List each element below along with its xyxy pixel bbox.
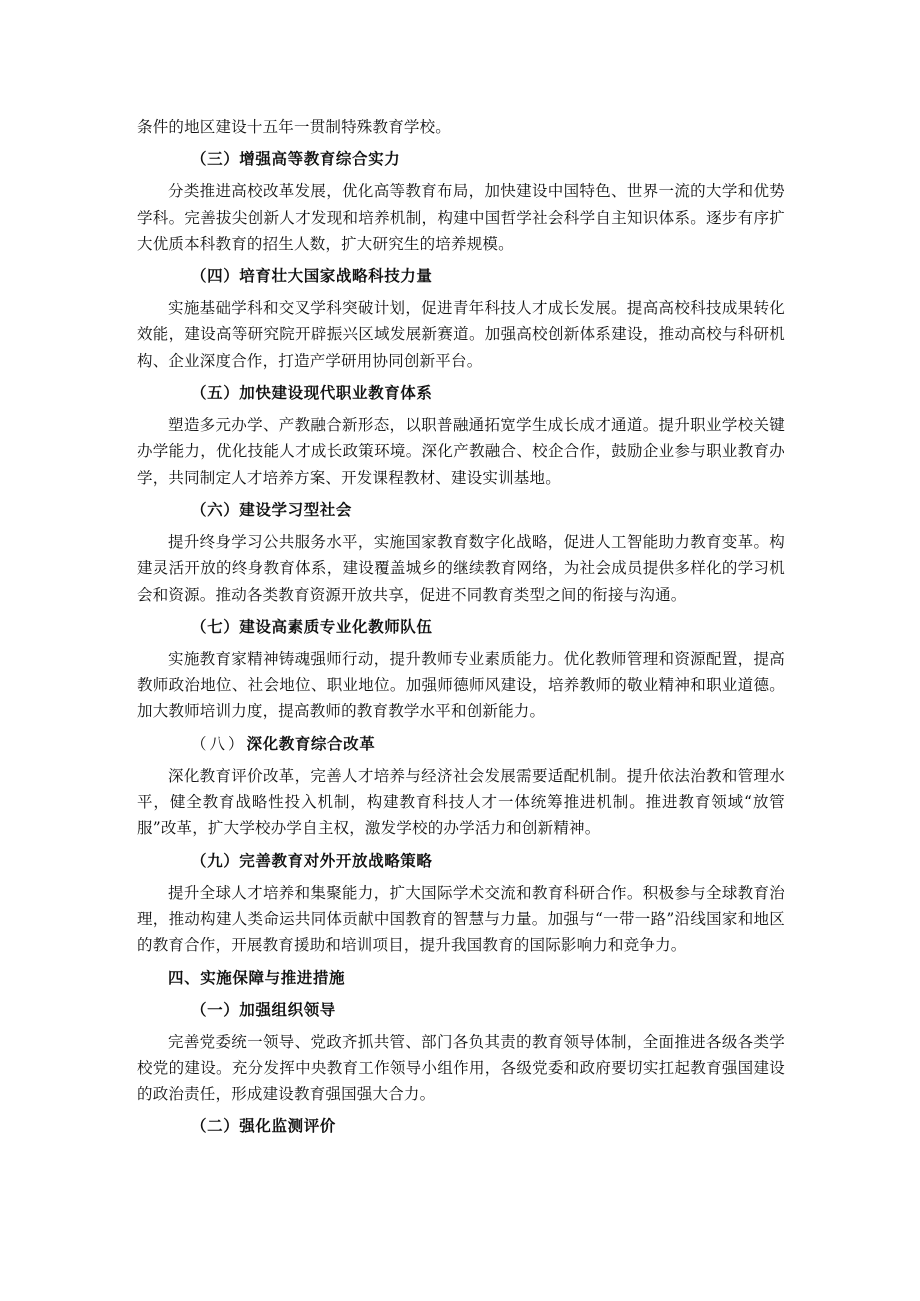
section-body-4: 实施基础学科和交叉学科突破计划，促进青年科技人才成长发展。提高高校科技成果转化效能，建设高等研究院开辟振兴区域发展新赛道。加强高校创新体系建设，推动高校与科研机构、企业深度合作，打造产学研用协同创新平台。 bbox=[137, 299, 785, 370]
section-body-9: 提升全球人才培养和集聚能力，扩大国际学术交流和教育科研合作。积极参与全球教育治理，推动构建人类命运共同体贡献中国教育的智慧与力量。加强与“一带一路”沿线国家和地区的教育合作，开展教育援助和培训项目，提升我国教育的国际影响力和竞争力。 bbox=[137, 883, 785, 955]
part-four-sub1-body: 完善党委统一领导、党政齐抓共管、部门各负其责的教育领导体制，全面推进各级各类学校党的建设。充分发挥中央教育工作领导小组作用，各级党委和政府要切实扛起教育强国建设的政治责任，形成建设教育强国强大合力。 bbox=[137, 1032, 785, 1104]
section-body-6: 提升终身学习公共服务水平，实施国家教育数字化战略，促进人工智能助力教育变革。构建灵活开放的终身教育体系，建设覆盖城乡的继续教育网络，为社会成员提供多样化的学习机会和资源。推动各类教育资源开放共享，促进不同教育类型之间的衔接与沟通。 bbox=[137, 532, 785, 604]
section-heading-8-text: 深化教育综合改革 bbox=[246, 734, 376, 753]
section-body-3: 分类推进高校改革发展，优化高等教育布局，加快建设中国特色、世界一流的大学和优势学科。完善拔尖创新人才发现和培养机制，构建中国哲学社会科学自主知识体系。逐步有序扩大优质本科教育的招生人数，扩大研究生的培养规模。 bbox=[137, 182, 785, 253]
section-heading-4: （四）培育壮大国家战略科技力量 bbox=[191, 267, 433, 286]
section-heading-8 bbox=[137, 731, 785, 757]
section-body-5: 塑造多元办学、产教融合新形态，以职普融通拓宽学生成长成才通道。提升职业学校关键办学能力，优化技能人才成长政策环境。深化产教融合、校企合作，鼓励企业参与职业教育办学，共同制定人才培养方案、开发课程教材、建设实训基地。 bbox=[137, 416, 785, 487]
section-heading-3: （三）增强高等教育综合实力 bbox=[191, 150, 401, 169]
section-heading-7: （七）建设高素质专业化教师队伍 bbox=[191, 617, 433, 636]
lead-paragraph: 条件的地区建设十五年一贯制特殊教育学校。 bbox=[137, 118, 452, 136]
part-four-sub1-heading: （一）加强组织领导 bbox=[191, 1000, 336, 1019]
section-body-7: 实施教育家精神铸魂强师行动，提升教师专业素质能力。优化教师管理和资源配置，提高教师政治地位、社会地位、职业地位。加强师德师风建设，培养教师的敬业精神和职业道德。加大教师培训力度，提高教师的教育教学水平和创新能力。 bbox=[137, 649, 785, 721]
part-four-heading: 四、实施保障与推进措施 bbox=[168, 968, 346, 987]
part-four-sub2-heading: （二）强化监测评价 bbox=[191, 1117, 336, 1136]
document-body bbox=[137, 114, 785, 1145]
section-heading-8-number: （八） bbox=[191, 734, 247, 753]
section-heading-9: （九）完善教育对外开放战略策略 bbox=[191, 851, 433, 870]
section-body-8: 深化教育评价改革，完善人才培养与经济社会发展需要适配机制。提升依法治教和管理水平，健全教育战略性投入机制，构建教育科技人才一体统筹推进机制。推进教育领域“放管服”改革，扩大学校办学自主权，激发学校的办学活力和创新精神。 bbox=[137, 766, 785, 838]
section-heading-6: （六）建设学习型社会 bbox=[191, 500, 353, 519]
section-heading-5: （五）加快建设现代职业教育体系 bbox=[191, 384, 433, 403]
